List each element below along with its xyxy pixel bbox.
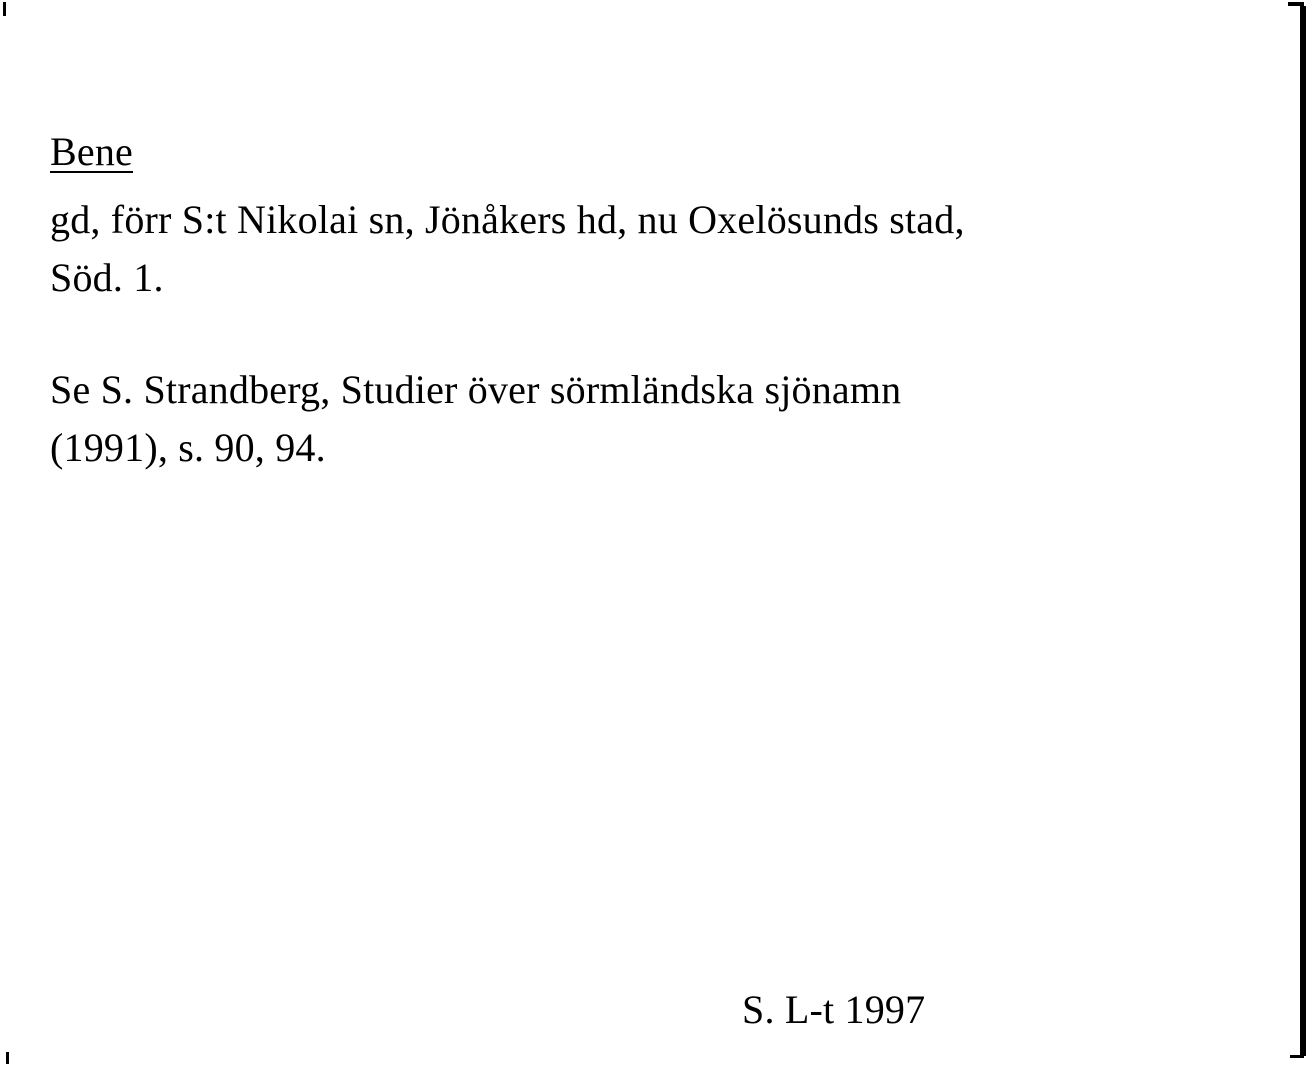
- card-edge-bottom-right: [1290, 1055, 1304, 1058]
- reference-line-1: Se S. Strandberg, Studier över sörmländska sjönamn: [50, 367, 902, 412]
- reference-line-2: (1991), s. 90, 94.: [50, 425, 326, 470]
- headword: Bene: [50, 129, 133, 174]
- signature: S. L-t 1997: [742, 987, 926, 1032]
- description-line-2: Söd. 1.: [50, 255, 164, 300]
- card-corner-mark-top-left: [3, 2, 6, 16]
- card-corner-mark-bottom-left: [6, 1052, 9, 1064]
- card-right-edge: [1300, 6, 1306, 1056]
- description-line-1: gd, förr S:t Nikolai sn, Jönåkers hd, nu Oxelösunds stad,: [50, 197, 965, 242]
